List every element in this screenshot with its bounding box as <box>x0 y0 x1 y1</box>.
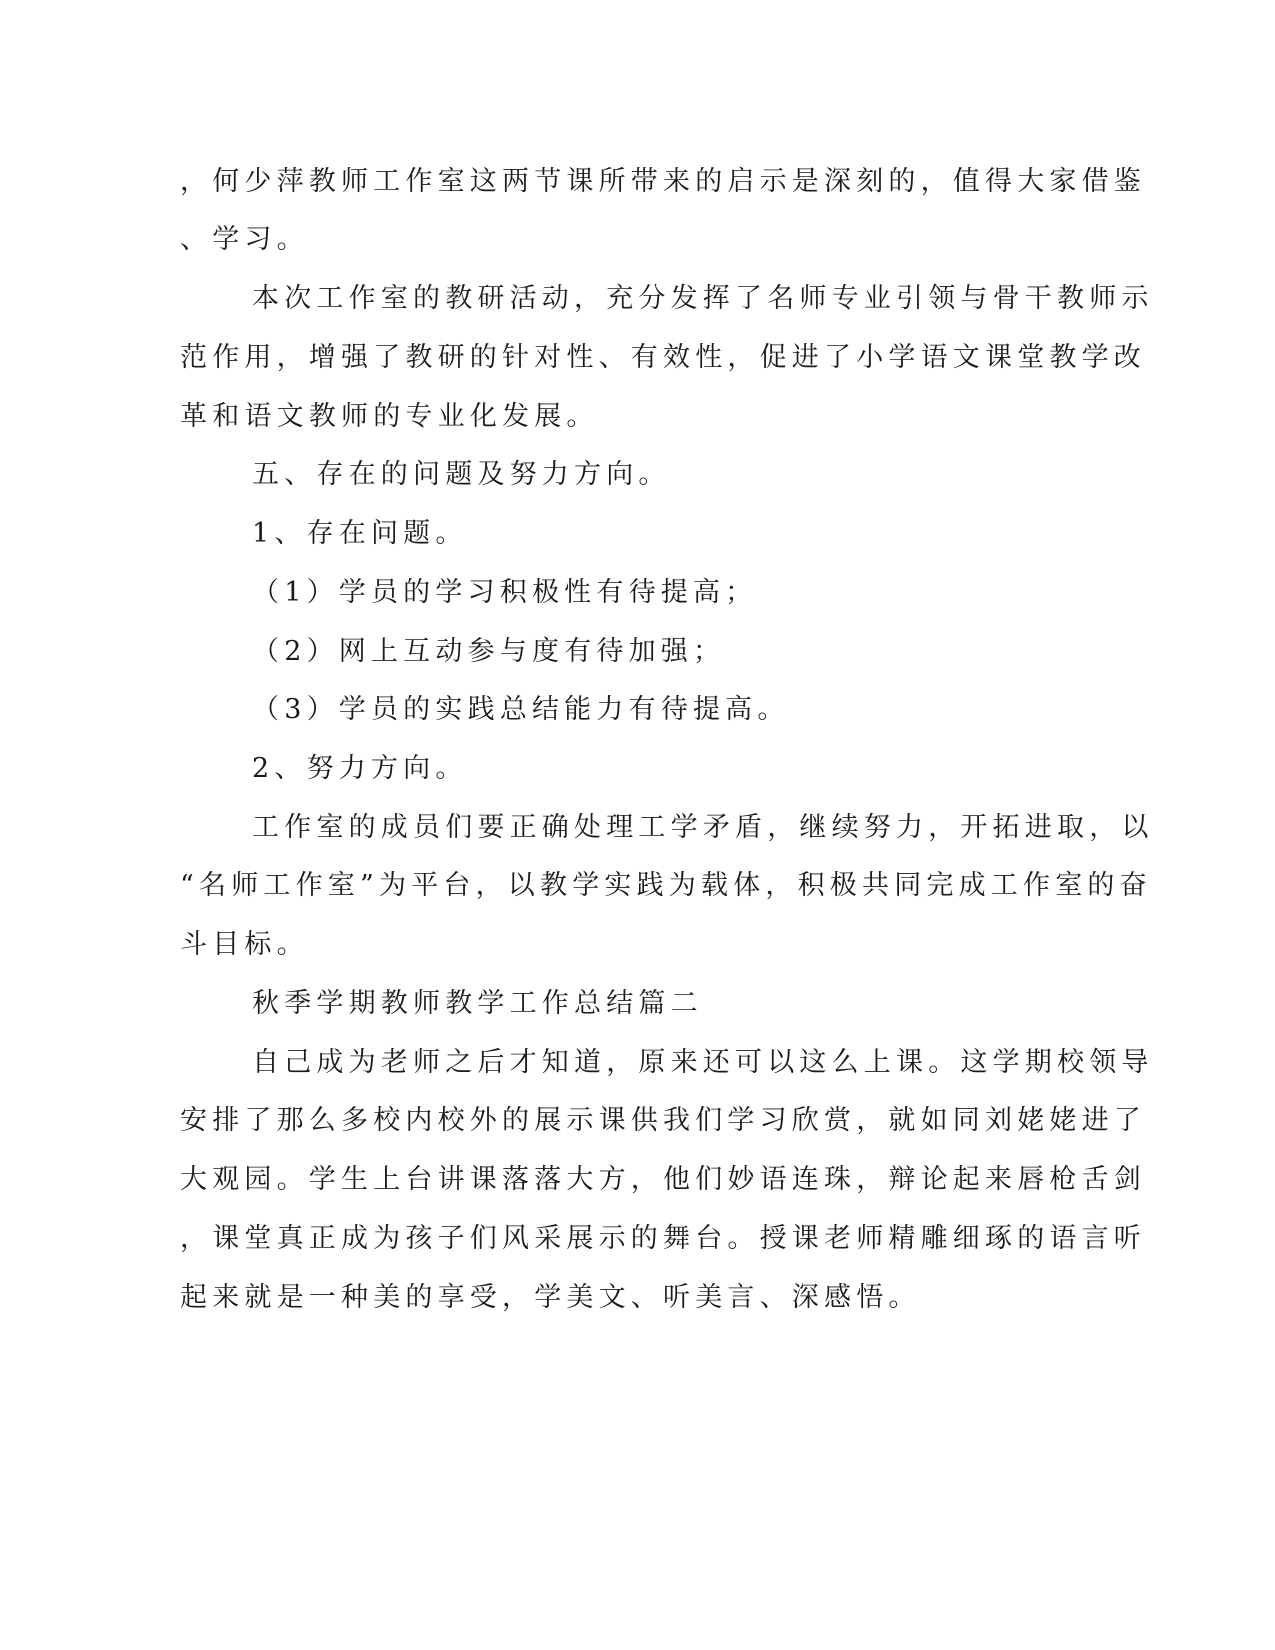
article-title: 秋季学期教师教学工作总结篇二 <box>252 988 703 1019</box>
paragraph-line: 工作室的成员们要正确处理工学矛盾，继续努力，开拓进取，以 <box>252 812 1154 843</box>
section-heading: 五、存在的问题及努力方向。 <box>252 459 671 490</box>
paragraph-line: 大观园。学生上台讲课落落大方，他们妙语连珠，辩论起来唇枪舌剑 <box>180 1164 1146 1195</box>
paragraph-line: 革和语文教师的专业化发展。 <box>180 401 599 432</box>
paragraph-line: ，课堂真正成为孩子们风采展示的舞台。授课老师精雕细琢的语言听 <box>180 1223 1146 1254</box>
list-item: （1）学员的学习积极性有待提高； <box>252 577 758 608</box>
list-item: （3）学员的实践总结能力有待提高。 <box>252 694 790 725</box>
paragraph-line: 自己成为老师之后才知道，原来还可以这么上课。这学期校领导 <box>252 1047 1154 1078</box>
subsection-heading: 2、努力方向。 <box>252 753 468 784</box>
paragraph-line: 本次工作室的教研活动，充分发挥了名师专业引领与骨干教师示 <box>252 283 1154 314</box>
paragraph-line: “名师工作室”为平台，以教学实践为载体，积极共同完成工作室的奋 <box>180 870 1152 901</box>
paragraph-line: 起来就是一种美的享受，学美文、听美言、深感悟。 <box>180 1282 921 1313</box>
paragraph-line: 安排了那么多校内校外的展示课供我们学习欣赏，就如同刘姥姥进了 <box>180 1105 1146 1136</box>
paragraph-line: 、学习。 <box>180 224 309 255</box>
list-item: （2）网上互动参与度有待加强； <box>252 636 726 667</box>
paragraph-line: 斗目标。 <box>180 929 309 960</box>
subsection-heading: 1、存在问题。 <box>252 518 468 549</box>
paragraph-line: 范作用，增强了教研的针对性、有效性，促进了小学语文课堂教学改 <box>180 342 1146 373</box>
paragraph-line: ，何少萍教师工作室这两节课所带来的启示是深刻的，值得大家借鉴 <box>180 166 1146 197</box>
